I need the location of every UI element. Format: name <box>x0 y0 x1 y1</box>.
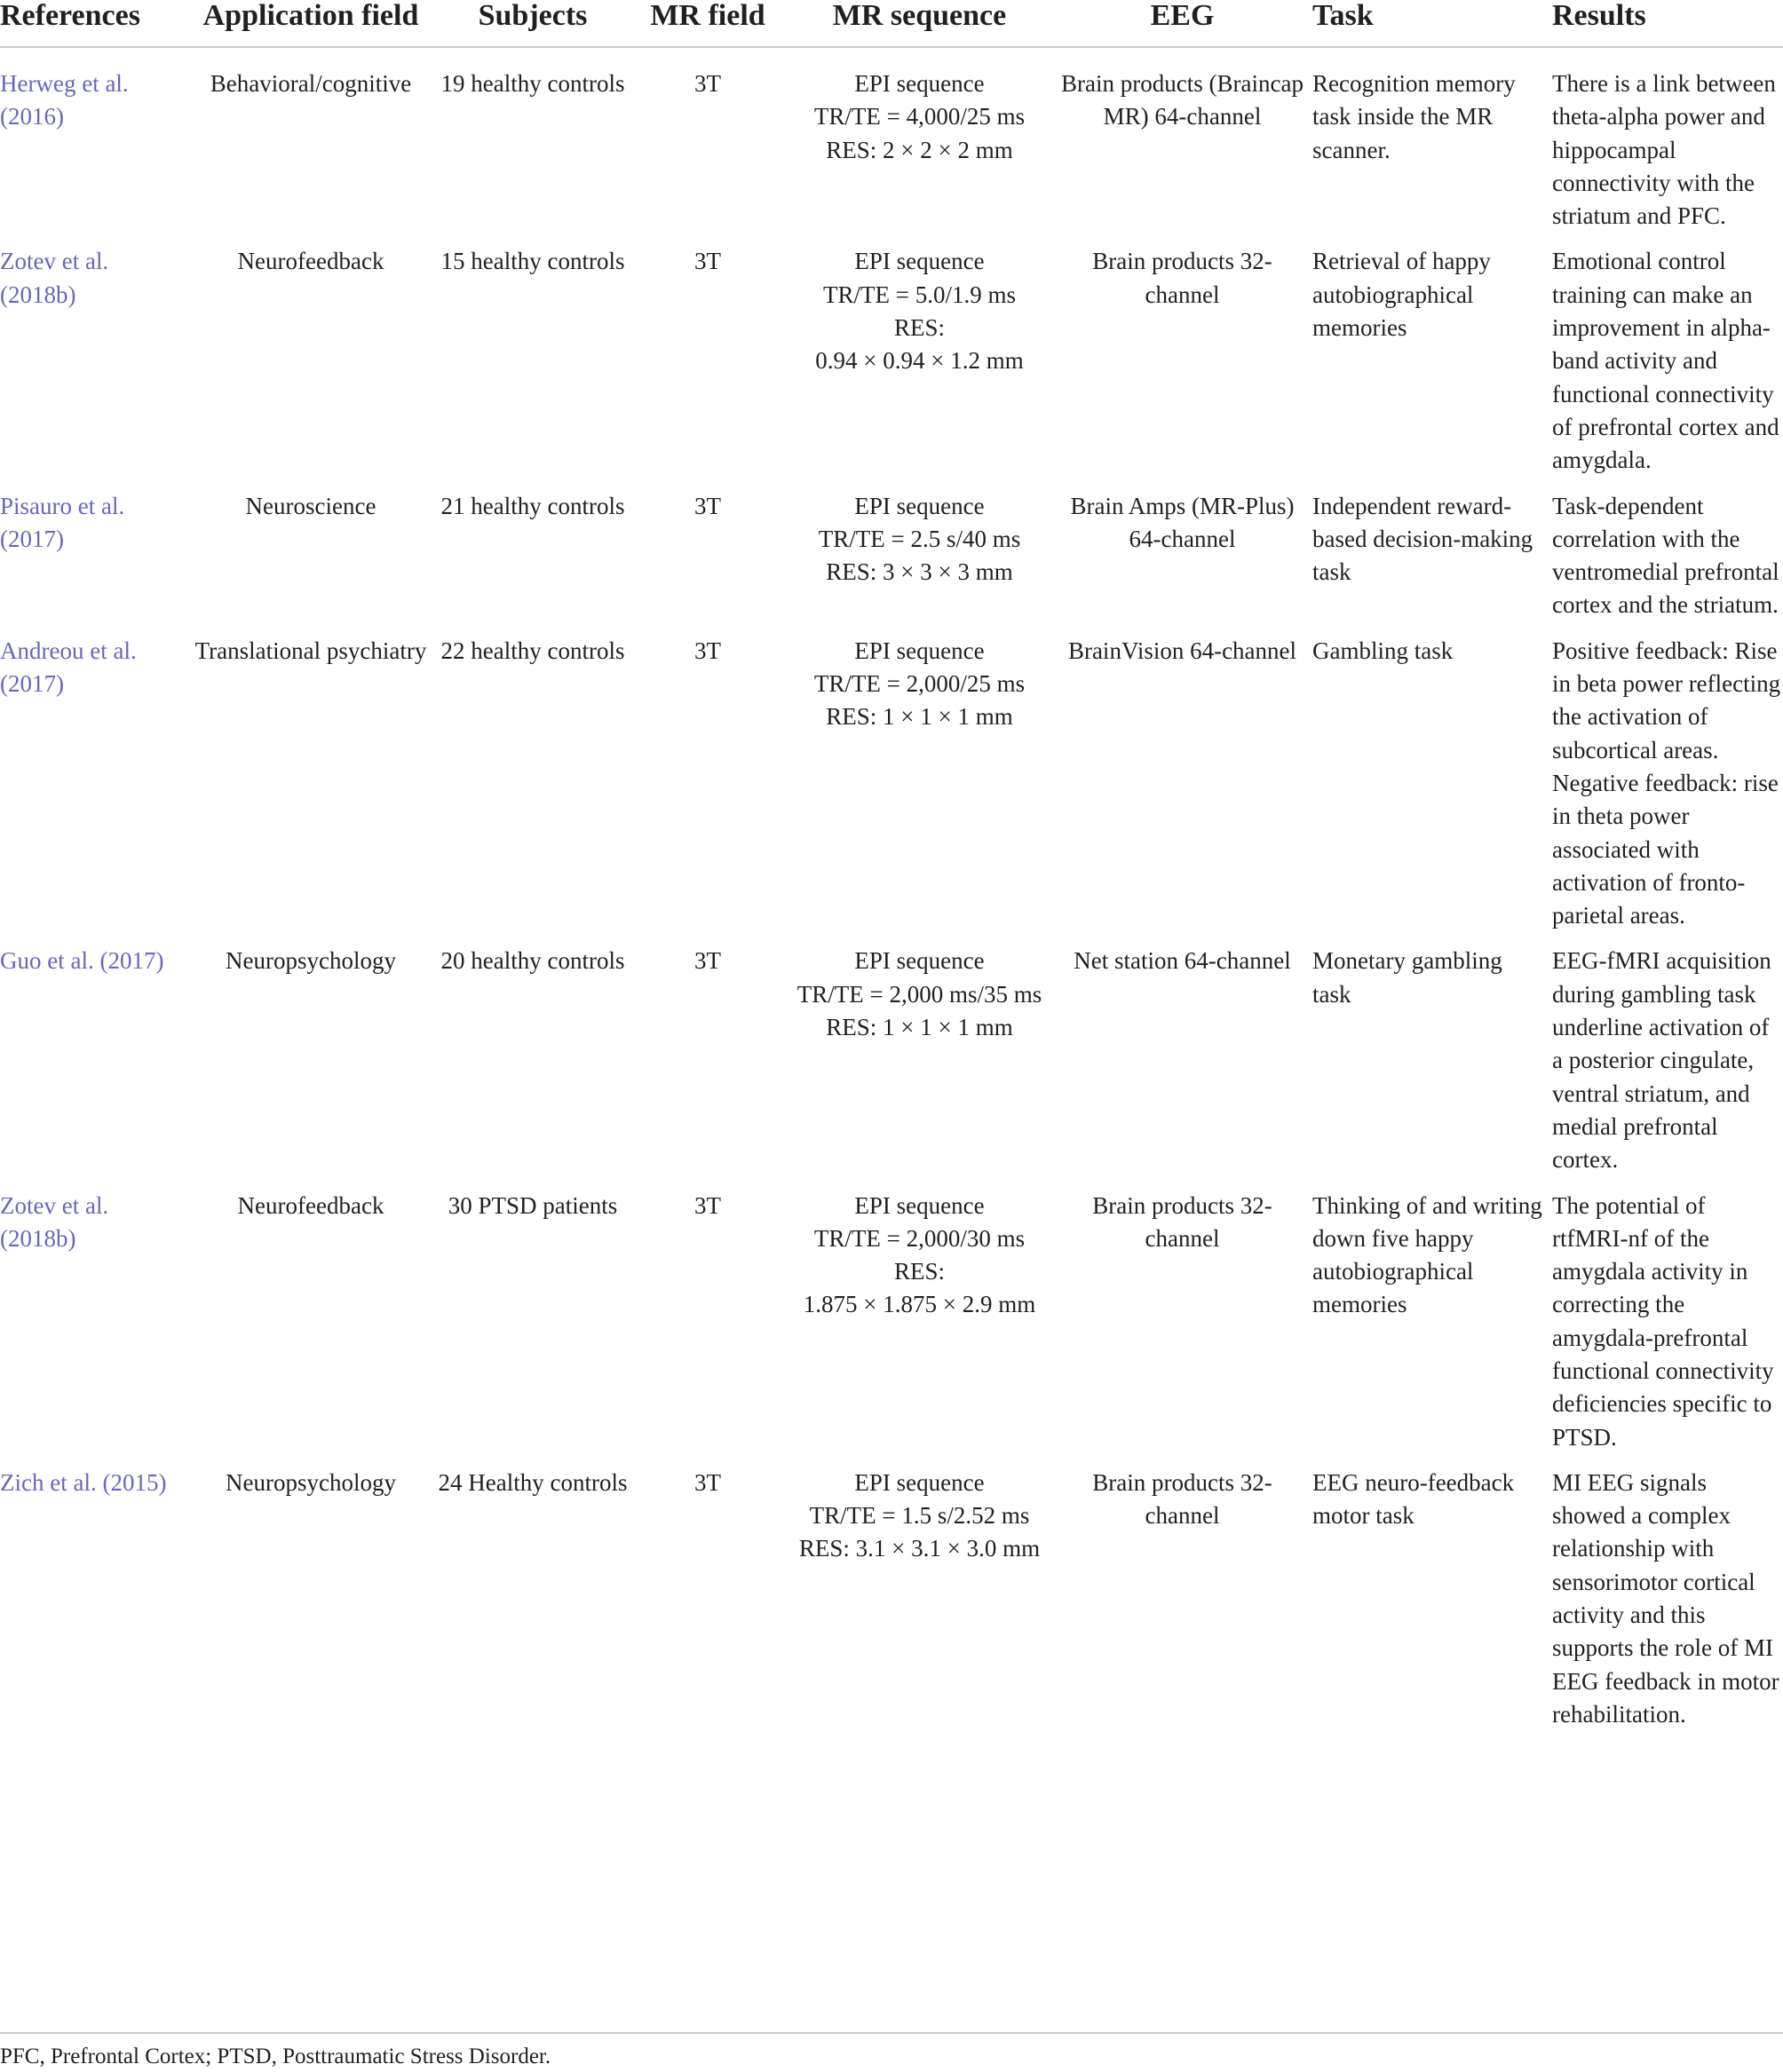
mr-sequence-line: TR/TE = 1.5 s/2.52 ms <box>809 1502 1030 1530</box>
table-row <box>0 635 1783 945</box>
cell-application-field: Neurofeedback <box>237 248 384 275</box>
mr-sequence-line: TR/TE = 5.0/1.9 ms <box>823 281 1016 308</box>
cell-results: MI EEG signals showed a complex relationship with sensorimotor cortical activity and this supports the role of MI EEG feedback in motor rehabilitation. <box>1552 1468 1779 1728</box>
cell-reference <box>0 245 192 489</box>
cell-application-field: Translational psychiatry <box>194 637 427 664</box>
cell-subjects: 20 healthy controls <box>440 947 625 975</box>
mr-sequence-line: EPI sequence <box>854 248 985 275</box>
cell-task: Monetary gambling task <box>1312 947 1502 1008</box>
mr-sequence-line: EPI sequence <box>854 492 985 519</box>
table-body <box>0 47 1783 1744</box>
cell-subjects: 30 PTSD patients <box>448 1191 618 1219</box>
cell-eeg: Brain Amps (MR-Plus) 64-channel <box>1070 492 1295 552</box>
mr-sequence-line: TR/TE = 2,000 ms/35 ms <box>796 980 1042 1008</box>
header-eeg: EEG <box>1059 0 1305 47</box>
cell-mr-field: 3T <box>694 1191 721 1219</box>
cell-results: The potential of rtfMRI-nf of the amygdala activity in correcting the amygdala-prefrontal functional connectivity deficiencies specific to PTSD. <box>1552 1191 1774 1451</box>
mr-sequence-line: RES: 1 × 1 × 1 mm <box>826 703 1013 731</box>
mr-sequence-line: EPI sequence <box>854 947 985 975</box>
mr-sequence-line: RES: 3.1 × 3.1 × 3.0 mm <box>798 1535 1041 1562</box>
cell-eeg: Net station 64-channel <box>1074 947 1291 975</box>
cell-mr-field: 3T <box>694 637 721 664</box>
cell-reference <box>0 945 192 1189</box>
cell-application-field: Neuropsychology <box>226 1468 396 1496</box>
mr-sequence-line: 0.94 × 0.94 × 1.2 mm <box>815 347 1024 375</box>
cell-task: Thinking of and writing down five happy autobiographical memories <box>1312 1191 1542 1318</box>
table-row <box>0 47 1783 245</box>
cell-results: Task-dependent correlation with the ventromedial prefrontal cortex and the striatum. <box>1552 492 1779 619</box>
reference-link[interactable]: Zich et al. (2015) <box>0 1468 167 1496</box>
table-row <box>0 490 1783 635</box>
cell-subjects: 15 healthy controls <box>440 248 625 275</box>
cell-reference <box>0 47 192 245</box>
cell-mr-sequence <box>780 945 1059 1189</box>
reference-link[interactable]: Zotev et al. (2018b) <box>0 1191 109 1252</box>
cell-mr-field: 3T <box>694 248 721 275</box>
reference-link[interactable]: Pisauro et al. (2017) <box>0 492 125 552</box>
mr-sequence-line: RES: 3 × 3 × 3 mm <box>826 558 1013 586</box>
mr-sequence-line: RES: 1 × 1 × 1 mm <box>826 1014 1013 1041</box>
cell-reference <box>0 1467 192 1744</box>
header-mr-field: MR field <box>636 0 780 47</box>
cell-reference <box>0 490 192 635</box>
mr-sequence-line: TR/TE = 2.5 s/40 ms <box>818 525 1021 552</box>
cell-eeg: Brain products 32-channel <box>1092 1191 1272 1252</box>
mr-sequence-line: TR/TE = 4,000/25 ms <box>813 103 1026 130</box>
reference-link[interactable]: Andreou et al. (2017) <box>0 637 137 698</box>
cell-mr-sequence <box>780 490 1059 635</box>
table-header <box>0 0 1783 47</box>
mr-sequence-line: EPI sequence <box>854 1191 985 1219</box>
cell-eeg: Brain products 32-channel <box>1092 248 1272 308</box>
cell-subjects: 19 healthy controls <box>440 70 625 97</box>
cell-application-field: Neurofeedback <box>237 1191 384 1219</box>
mr-sequence-line: RES: <box>893 1258 946 1285</box>
reference-link[interactable]: Herweg et al. (2016) <box>0 70 129 130</box>
mr-sequence-line: EPI sequence <box>854 70 985 97</box>
table-footnote: PFC, Prefrontal Cortex; PTSD, Posttraumatic Stress Disorder. <box>0 2044 551 2068</box>
table-bottom-rule <box>0 2032 1783 2034</box>
cell-results: Emotional control training can make an improvement in alpha-band activity and functional connectivity of prefrontal cortex and amygdala. <box>1552 248 1779 474</box>
cell-task: EEG neuro-feedback motor task <box>1312 1468 1515 1530</box>
cell-application-field: Behavioral/cognitive <box>210 70 412 97</box>
cell-task: Gambling task <box>1312 637 1454 664</box>
table-row <box>0 245 1783 489</box>
cell-subjects: 21 healthy controls <box>440 492 625 519</box>
cell-eeg: Brain products (Braincap MR) 64-channel <box>1061 70 1304 130</box>
mr-sequence-line: RES: <box>893 314 946 342</box>
cell-mr-field: 3T <box>694 947 721 975</box>
table-row <box>0 1467 1783 1744</box>
header-references: References <box>0 0 192 47</box>
cell-mr-sequence <box>780 245 1059 489</box>
mr-sequence-line: TR/TE = 2,000/30 ms <box>813 1224 1026 1252</box>
header-subjects: Subjects <box>430 0 636 47</box>
cell-results: Positive feedback: Rise in beta power reflecting the activation of subcortical areas. Negative feedback: rise in theta power associated with activation of fronto-parietal areas. <box>1552 637 1781 929</box>
reference-link[interactable]: Zotev et al. (2018b) <box>0 248 109 308</box>
header-task: Task <box>1305 0 1550 47</box>
cell-task: Independent reward-based decision-making task <box>1312 492 1533 586</box>
cell-mr-field: 3T <box>694 70 721 97</box>
header-mr-sequence: MR sequence <box>780 0 1059 47</box>
cell-mr-sequence <box>780 1467 1059 1744</box>
cell-mr-field: 3T <box>694 1468 721 1496</box>
cell-mr-sequence <box>780 635 1059 945</box>
cell-results: EEG-fMRI acquisition during gambling task underline activation of a posterior cingulate, ventral striatum, and medial prefrontal cortex. <box>1552 947 1771 1174</box>
mr-sequence-line: RES: 2 × 2 × 2 mm <box>826 136 1013 163</box>
reference-link[interactable]: Guo et al. (2017) <box>0 947 164 975</box>
cell-mr-sequence <box>780 1190 1059 1467</box>
mr-sequence-line: TR/TE = 2,000/25 ms <box>813 670 1026 698</box>
cell-subjects: 22 healthy controls <box>440 637 625 664</box>
cell-application-field: Neuroscience <box>245 492 376 519</box>
cell-reference <box>0 635 192 945</box>
cell-eeg: Brain products 32-channel <box>1092 1468 1272 1530</box>
cell-application-field: Neuropsychology <box>226 947 396 975</box>
mr-sequence-line: 1.875 × 1.875 × 2.9 mm <box>803 1291 1036 1318</box>
cell-reference <box>0 1190 192 1467</box>
cell-results: There is a link between theta-alpha power and hippocampal connectivity with the striatum and PFC. <box>1552 70 1776 230</box>
cell-task: Recognition memory task inside the MR scanner. <box>1312 70 1516 163</box>
table-row <box>0 1190 1783 1467</box>
mr-sequence-line: EPI sequence <box>854 1468 985 1496</box>
header-results: Results <box>1550 0 1783 47</box>
mr-sequence-line: EPI sequence <box>854 637 985 664</box>
cell-eeg: BrainVision 64-channel <box>1067 637 1297 664</box>
cell-mr-field: 3T <box>694 492 721 519</box>
header-row <box>0 0 1783 47</box>
table-row <box>0 945 1783 1189</box>
cell-subjects: 24 Healthy controls <box>438 1468 628 1496</box>
header-application-field: Application field <box>192 0 430 47</box>
cell-task: Retrieval of happy autobiographical memories <box>1312 248 1491 342</box>
cell-mr-sequence <box>780 47 1059 245</box>
